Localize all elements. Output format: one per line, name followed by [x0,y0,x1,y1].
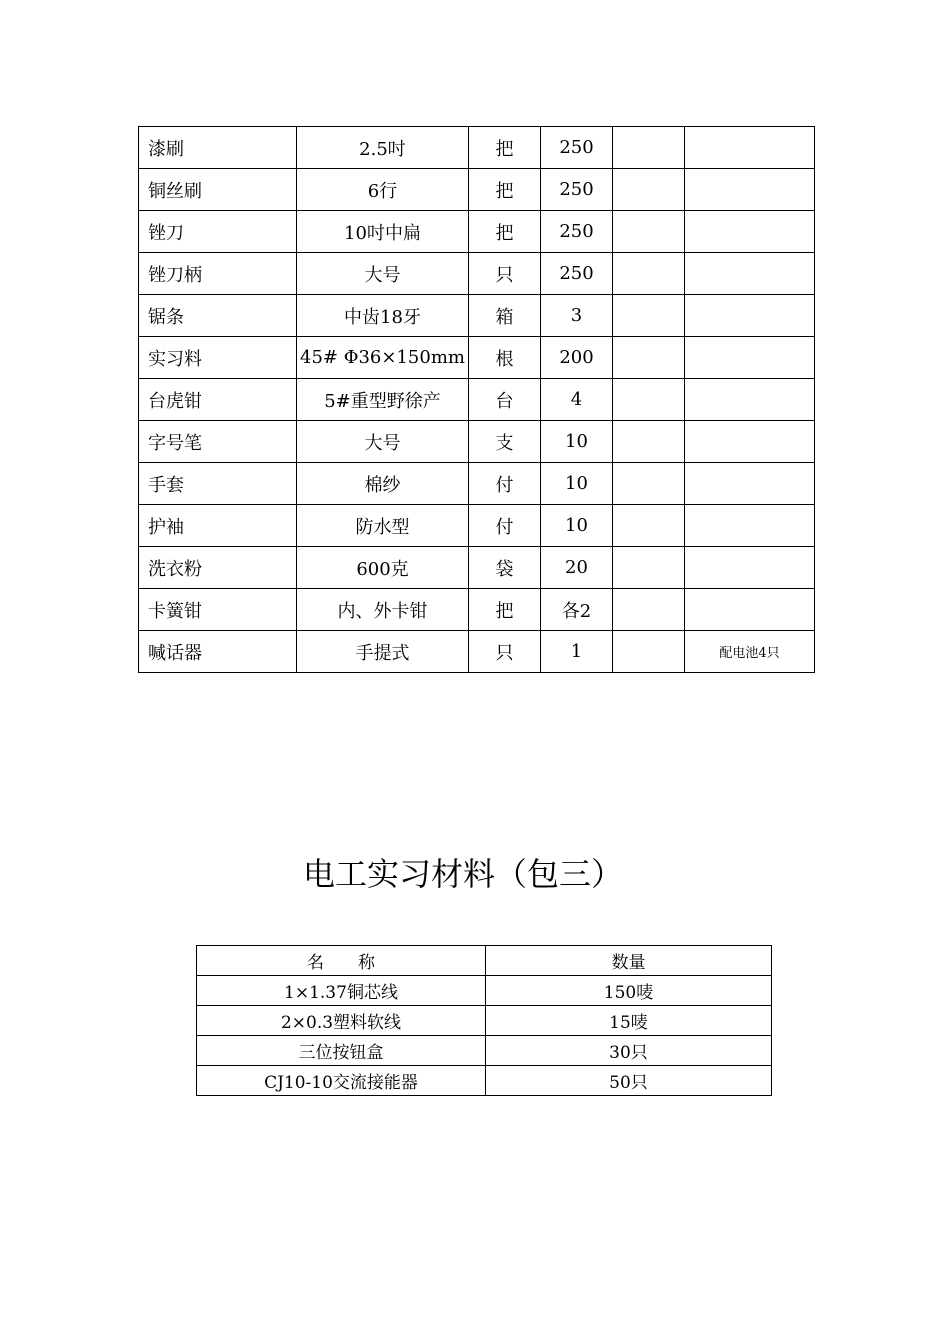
item-quantity: 250 [541,253,613,295]
table-row [139,253,815,295]
item-blank [613,295,685,337]
item-blank [613,505,685,547]
item-unit: 把 [469,169,541,211]
electrical-table-body [197,976,772,1096]
item-name: 锉刀柄 [139,253,297,295]
item-name: 手套 [139,463,297,505]
table-row [139,379,815,421]
table-row [139,337,815,379]
section-title: 电工实习材料（包三） [302,855,623,893]
table-row [197,976,772,1006]
item-note [685,589,815,631]
table-row [139,295,815,337]
item-note [685,379,815,421]
item-blank [613,169,685,211]
table-row [139,421,815,463]
material-name: 三位按钮盒 [197,1036,486,1066]
item-name: 锉刀 [139,211,297,253]
item-note [685,463,815,505]
item-blank [613,631,685,673]
electrical-materials-table [196,945,772,1096]
table-row [197,1006,772,1036]
table-row [139,127,815,169]
item-unit: 付 [469,463,541,505]
item-name: 漆刷 [139,127,297,169]
item-name: 铜丝刷 [139,169,297,211]
item-name: 实习料 [139,337,297,379]
item-unit: 箱 [469,295,541,337]
item-spec: 内、外卡钳 [297,589,469,631]
item-unit: 支 [469,421,541,463]
item-quantity: 250 [541,211,613,253]
item-unit: 只 [469,253,541,295]
item-name: 洗衣粉 [139,547,297,589]
item-spec: 10吋中扁 [297,211,469,253]
item-spec: 大号 [297,253,469,295]
table-row [139,463,815,505]
item-blank [613,211,685,253]
table-row [139,211,815,253]
material-quantity: 15唛 [486,1006,772,1036]
materials-table [138,126,815,673]
item-quantity: 200 [541,337,613,379]
item-note [685,127,815,169]
item-blank [613,379,685,421]
item-blank [613,547,685,589]
material-name: 2×0.3塑料软线 [197,1006,486,1036]
item-spec: 手提式 [297,631,469,673]
item-note [685,211,815,253]
item-spec: 中齿18牙 [297,295,469,337]
item-spec: 棉纱 [297,463,469,505]
item-unit: 根 [469,337,541,379]
table-row [139,589,815,631]
item-quantity: 3 [541,295,613,337]
table-row [139,547,815,589]
item-spec: 45# Φ36×150mm [297,337,469,379]
item-name: 喊话器 [139,631,297,673]
item-name: 字号笔 [139,421,297,463]
material-name: CJ10-10交流接能器 [197,1066,486,1096]
item-unit: 把 [469,211,541,253]
table-row [139,505,815,547]
item-note: 配电池4只 [685,631,815,673]
item-quantity: 1 [541,631,613,673]
item-blank [613,337,685,379]
item-note [685,295,815,337]
item-spec: 6行 [297,169,469,211]
item-note [685,421,815,463]
item-unit: 把 [469,589,541,631]
item-spec: 600克 [297,547,469,589]
item-quantity: 250 [541,127,613,169]
item-unit: 只 [469,631,541,673]
item-blank [613,253,685,295]
item-quantity: 4 [541,379,613,421]
item-quantity: 20 [541,547,613,589]
item-spec: 2.5吋 [297,127,469,169]
item-quantity: 10 [541,505,613,547]
item-unit: 袋 [469,547,541,589]
item-note [685,337,815,379]
material-quantity: 50只 [486,1066,772,1096]
header-quantity: 数量 [486,946,772,976]
item-name: 护袖 [139,505,297,547]
item-quantity: 10 [541,421,613,463]
table-row [197,1036,772,1066]
item-unit: 付 [469,505,541,547]
item-blank [613,463,685,505]
table-row [197,1066,772,1096]
table-row [139,169,815,211]
item-unit: 把 [469,127,541,169]
materials-table-body [139,127,815,673]
header-name: 名 称 [197,946,486,976]
item-spec: 防水型 [297,505,469,547]
item-spec: 5#重型野徐产 [297,379,469,421]
item-blank [613,589,685,631]
item-blank [613,421,685,463]
item-unit: 台 [469,379,541,421]
item-note [685,169,815,211]
material-quantity: 30只 [486,1036,772,1066]
item-spec: 大号 [297,421,469,463]
item-name: 台虎钳 [139,379,297,421]
item-note [685,253,815,295]
material-name: 1×1.37铜芯线 [197,976,486,1006]
item-quantity: 250 [541,169,613,211]
table-header-row [197,946,772,976]
item-name: 卡簧钳 [139,589,297,631]
item-note [685,505,815,547]
table-row [139,631,815,673]
item-blank [613,127,685,169]
item-quantity: 各2 [541,589,613,631]
item-name: 锯条 [139,295,297,337]
item-quantity: 10 [541,463,613,505]
item-note [685,547,815,589]
material-quantity: 150唛 [486,976,772,1006]
